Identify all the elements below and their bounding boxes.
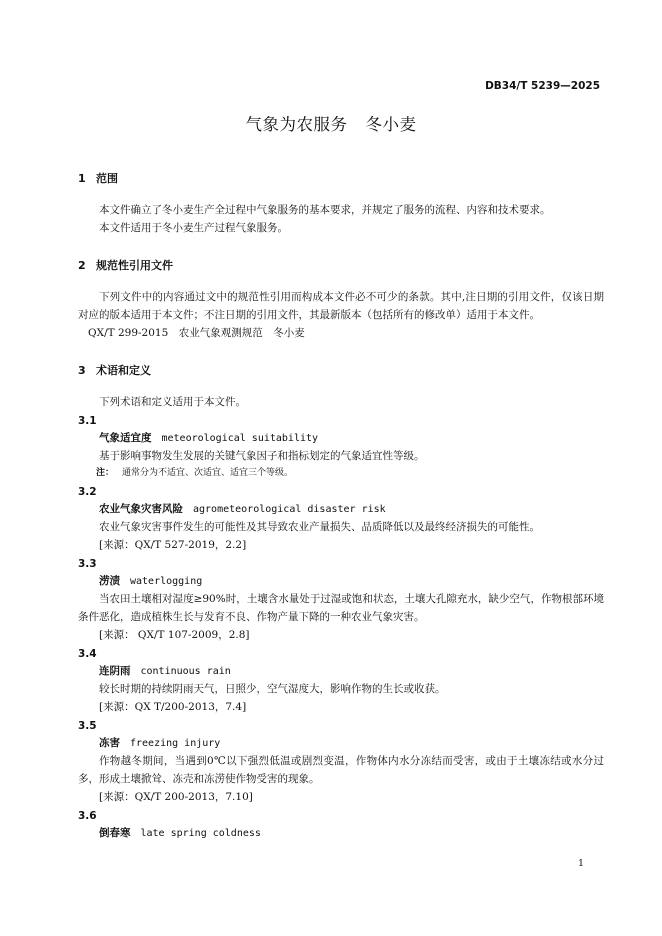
term-heading [78, 573, 604, 590]
page-number: 1 [577, 858, 584, 869]
term-english: late spring coldness [140, 828, 261, 839]
section-heading-terms [78, 362, 604, 379]
section-number: 1 [78, 172, 86, 185]
term-english: agrometeorological disaster risk [193, 504, 386, 515]
document-body [78, 170, 604, 842]
term-number: 3.1 [78, 415, 97, 427]
term-number: 3.2 [78, 486, 97, 498]
term-chinese: 倒春寒 [99, 827, 131, 839]
term-heading [78, 430, 604, 447]
scope-paragraph-2: 本文件适用于冬小麦生产过程气象服务。 [99, 222, 288, 234]
document-title [0, 111, 662, 135]
term-source: [来源： QX/T 107-2009，2.8] [99, 629, 250, 641]
term-heading [78, 825, 604, 842]
term-chinese: 连阴雨 [99, 665, 131, 677]
title-part-2: 冬小麦 [365, 115, 417, 134]
term-number: 3.5 [78, 720, 97, 732]
term-chinese: 农业气象灾害风险 [99, 503, 183, 515]
note-text: 通常分为不适宜、次适宜、适宜三个等级。 [122, 468, 294, 478]
term-definition: 农业气象灾害事件发生的可能性及其导致农业产量损失、品质降低以及最终经济损失的可能性。 [99, 521, 540, 533]
scope-paragraph-1: 本文件确立了冬小麦生产全过程中气象服务的基本要求，并规定了服务的流程、内容和技术要求。 [99, 204, 551, 216]
standard-number: DB34/T 5239—2025 [485, 80, 600, 92]
section-heading-normative-references [78, 257, 604, 274]
term-definition: 基于影响事物发生发展的关键气象因子和指标划定的气象适宜性等级。 [99, 450, 425, 462]
term-heading [78, 663, 604, 680]
section-title: 术语和定义 [96, 364, 151, 377]
term-english: meteorological suitability [161, 433, 319, 444]
term-heading [78, 501, 604, 518]
section-title: 范围 [96, 172, 118, 185]
term-english: continuous rain [140, 666, 231, 677]
term-definition: 较长时期的持续阴雨天气，日照少，空气湿度大，影响作物的生长或收获。 [99, 683, 446, 695]
term-note [78, 465, 604, 482]
reference-item: QX/T 299-2015 农业气象观测规范 冬小麦 [88, 327, 305, 339]
section-number: 3 [78, 364, 86, 377]
term-definition: 作物越冬期间，当遇到0℃以下强烈低温或剧烈变温，作物体内水分冻结而受害，或由于土壤冻结或水分过多，形成土壤掀耸、冻壳和冻涝使作物受害的现象。 [78, 755, 604, 785]
term-number: 3.6 [78, 810, 97, 822]
term-source: [来源：QX/T 200-2013，7.10] [99, 791, 253, 803]
references-paragraph: 下列文件中的内容通过文中的规范性引用而构成本文件必不可少的条款。其中,注日期的引用文件，仅该日期对应的版本适用于本文件；不注日期的引用文件，其最新版本（包括所有的修改单）适用于本文件。 [78, 291, 604, 321]
term-number: 3.4 [78, 648, 97, 660]
term-english: waterlogging [130, 576, 203, 587]
terms-intro: 下列术语和定义适用于本文件。 [99, 396, 246, 408]
title-part-1: 气象为农服务 [245, 115, 348, 134]
term-heading [78, 735, 604, 752]
term-english: freezing injury [130, 738, 221, 749]
section-heading-scope [78, 170, 604, 187]
term-definition: 当农田土壤相对湿度≥90%时，土壤含水量处于过湿或饱和状态，土壤大孔隙充水，缺少空气，作物根部环境条件恶化，造成植株生长与发育不良、作物产量下降的一种农业气象灾害。 [78, 593, 604, 623]
section-title: 规范性引用文件 [96, 259, 173, 272]
term-number: 3.3 [78, 558, 97, 570]
term-source: [来源：QX T/200-2013，7.4] [99, 701, 247, 713]
term-chinese: 涝渍 [99, 575, 120, 587]
note-label: 注： [96, 468, 115, 478]
term-chinese: 冻害 [99, 737, 120, 749]
term-chinese: 气象适宜度 [99, 432, 152, 444]
section-number: 2 [78, 259, 86, 272]
term-source: [来源：QX/T 527-2019，2.2] [99, 539, 247, 551]
